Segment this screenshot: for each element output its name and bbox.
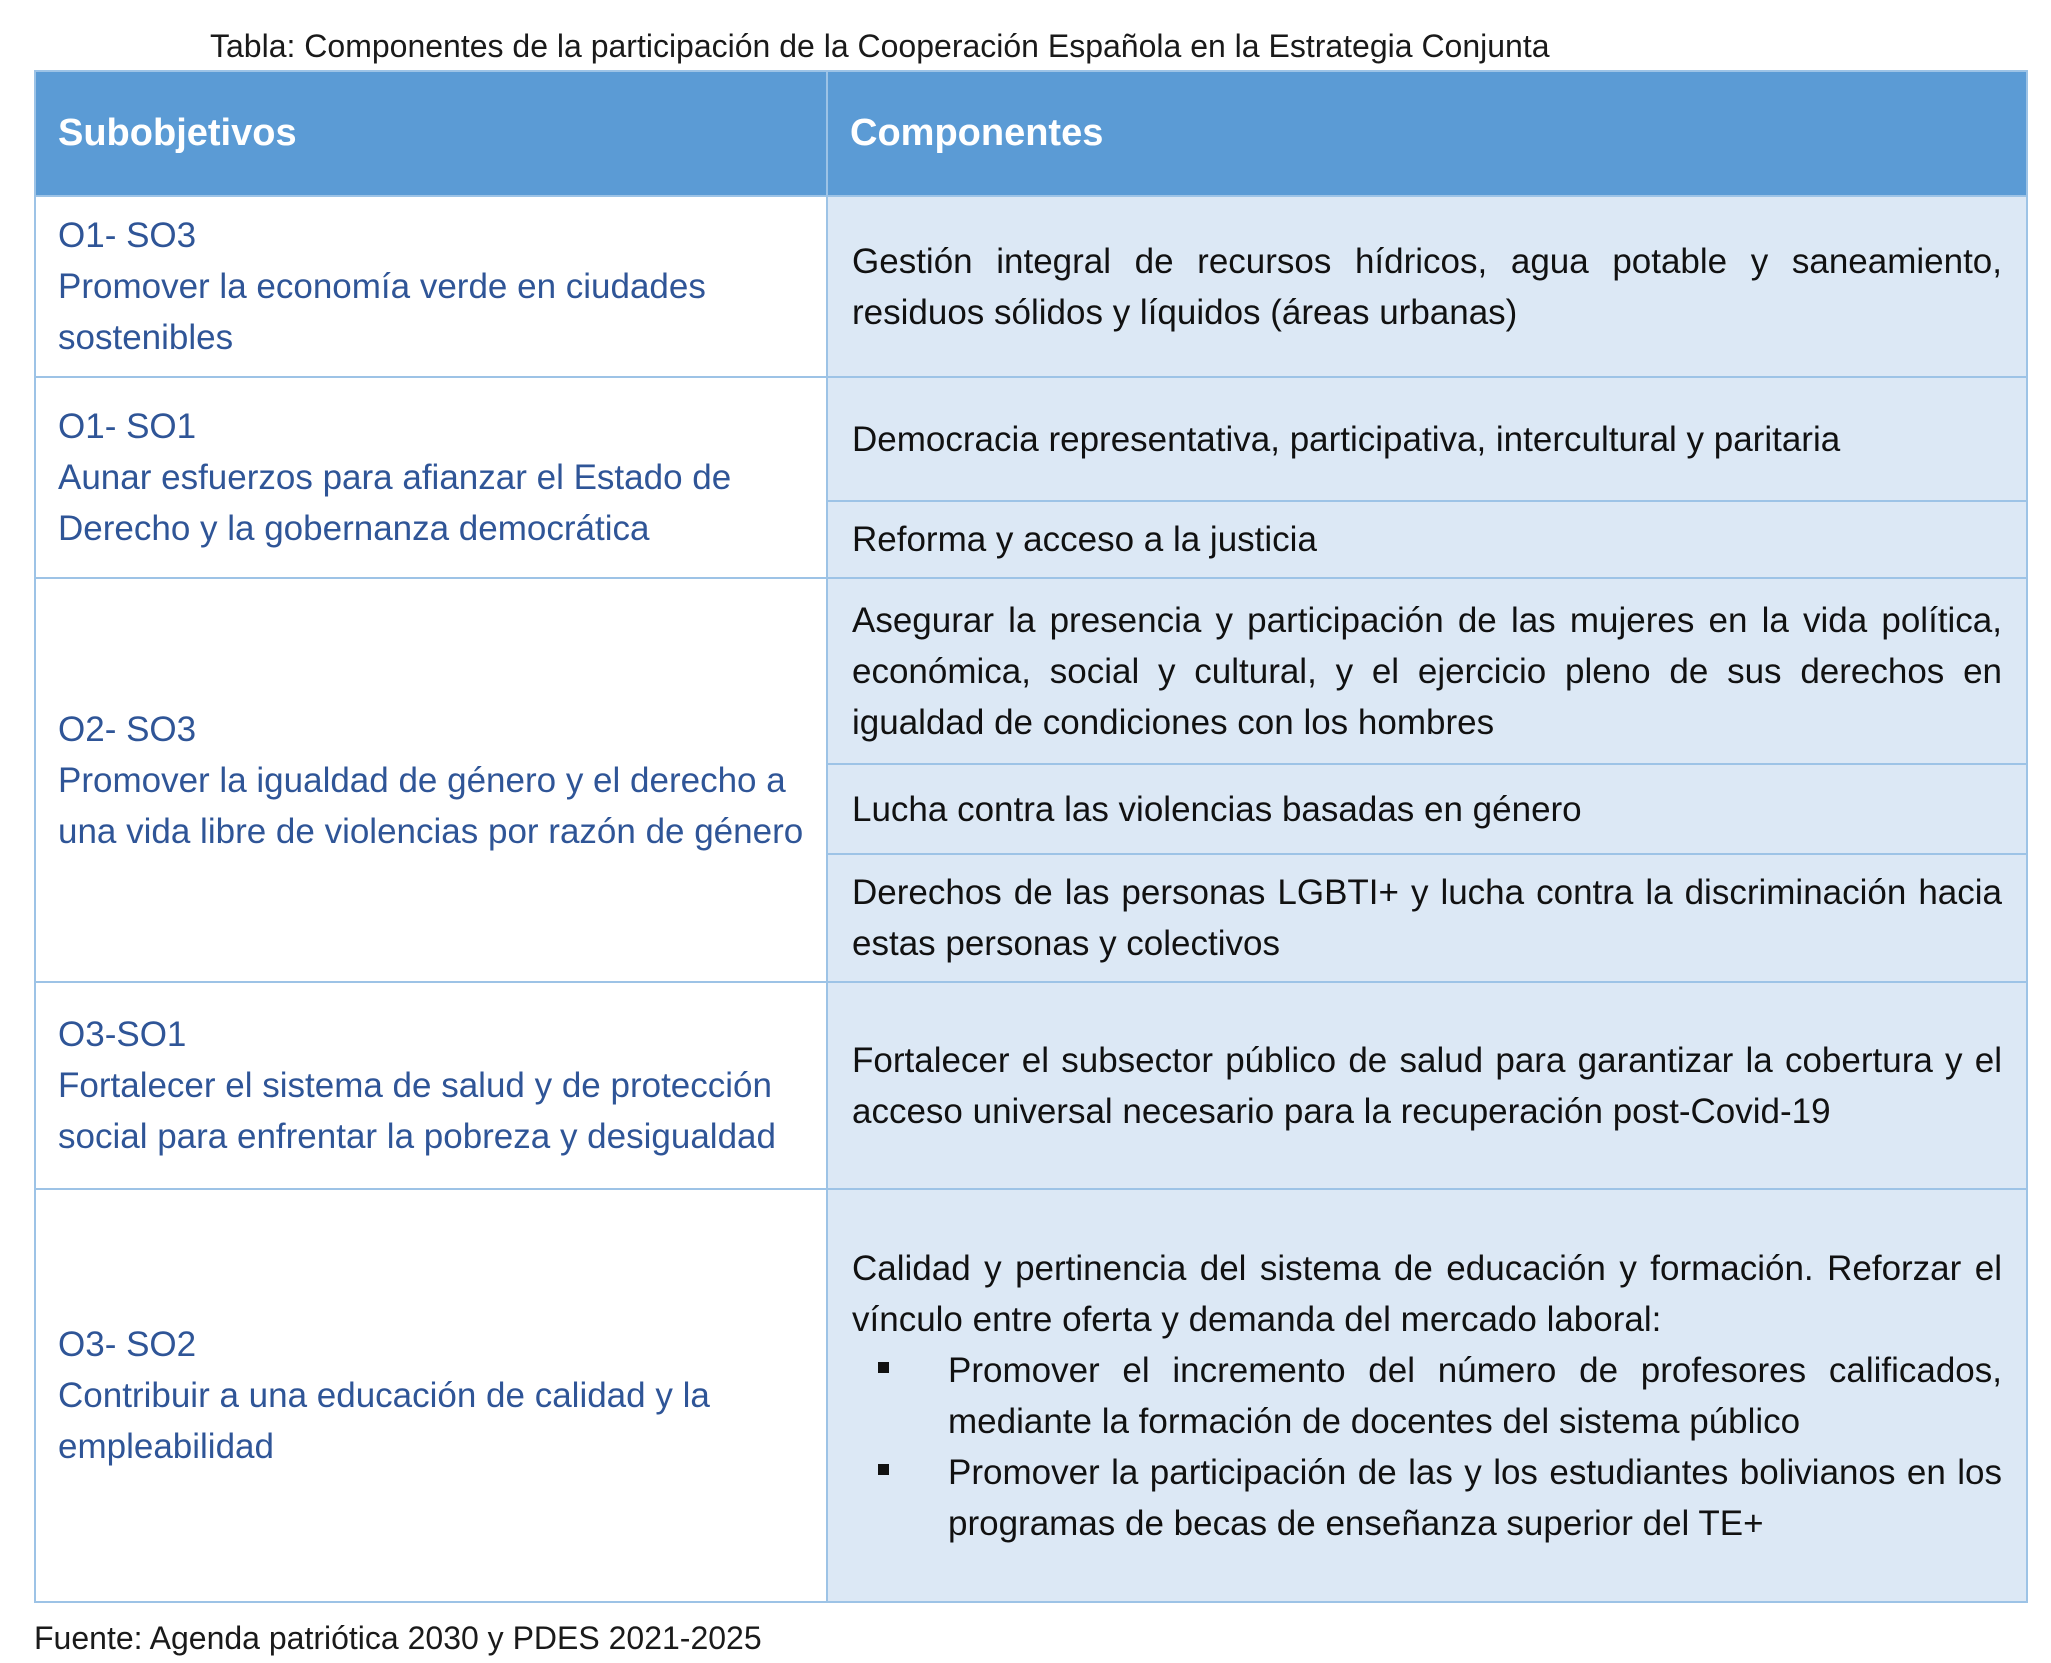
subobjective-cell <box>35 1189 827 1602</box>
table-row <box>35 196 2027 377</box>
component-cell: Derechos de las personas LGBTI+ y lucha contra la discriminación hacia estas personas y colectivos <box>827 854 2027 982</box>
component-cell: Lucha contra las violencias basadas en género <box>827 764 2027 854</box>
subobjective-cell <box>35 196 827 377</box>
subobjective-code: O2- SO3 <box>58 709 197 749</box>
components-table <box>34 70 2028 1603</box>
subobjective-code: O3-SO1 <box>58 1015 187 1054</box>
table-caption: Tabla: Componentes de la participación de la Cooperación Española en la Estrategia Conjunta <box>210 28 1550 64</box>
table-row <box>35 1189 2027 1602</box>
subobjective-code: O3- SO2 <box>58 1325 197 1364</box>
component-cell: Asegurar la presencia y participación de las mujeres en la vida política, económica, social y cultural, y el ejercicio pleno de sus derechos en igualdad de condiciones con los hombres <box>827 578 2027 764</box>
header-row <box>35 71 2027 196</box>
component-cell <box>827 1189 2027 1602</box>
subobjective-title: Promover la igualdad de género y el derecho a una vida libre de violencias por razón de género <box>58 760 804 851</box>
square-bullet-icon <box>878 1464 889 1475</box>
list-item <box>852 1345 2002 1447</box>
component-cell: Democracia representativa, participativa, intercultural y paritaria <box>827 377 2027 501</box>
component-bullet-list <box>852 1345 2002 1549</box>
subobjective-title: Aunar esfuerzos para afianzar el Estado de Derecho y la gobernanza democrática <box>58 458 732 548</box>
subobjective-title: Promover la economía verde en ciudades sostenibles <box>58 267 706 357</box>
subobjective-title: Fortalecer el sistema de salud y de protección social para enfrentar la pobreza y desigualdad <box>58 1066 776 1156</box>
source-note: Fuente: Agenda patriótica 2030 y PDES 2021-2025 <box>34 1620 762 1656</box>
table-row <box>35 982 2027 1189</box>
subobjective-code: O1- SO3 <box>58 216 197 255</box>
subobjective-cell <box>35 982 827 1189</box>
list-item-text: Promover el incremento del número de profesores calificados, mediante la formación de docentes del sistema público <box>948 1350 2002 1441</box>
list-item <box>852 1447 2002 1549</box>
subobjective-cell <box>35 578 827 982</box>
list-item-text: Promover la participación de las y los estudiantes bolivianos en los programas de becas de enseñanza superior del TE+ <box>948 1452 2002 1543</box>
subobjective-title: Contribuir a una educación de calidad y la empleabilidad <box>58 1376 710 1466</box>
table-row <box>35 578 2027 764</box>
subobjective-code: O1- SO1 <box>58 407 197 446</box>
header-subobjetivos: Subobjetivos <box>35 71 827 196</box>
table-row <box>35 377 2027 501</box>
component-cell: Gestión integral de recursos hídricos, agua potable y saneamiento, residuos sólidos y líquidos (áreas urbanas) <box>827 196 2027 377</box>
header-componentes: Componentes <box>827 71 2027 196</box>
square-bullet-icon <box>878 1362 889 1373</box>
subobjective-cell <box>35 377 827 578</box>
component-cell: Reforma y acceso a la justicia <box>827 501 2027 578</box>
component-cell: Fortalecer el subsector público de salud para garantizar la cobertura y el acceso universal necesario para la recuperación post-Covid-19 <box>827 982 2027 1189</box>
component-intro: Calidad y pertinencia del sistema de educación y formación. Reforzar el vínculo entre oferta y demanda del mercado laboral: <box>852 1248 2002 1339</box>
